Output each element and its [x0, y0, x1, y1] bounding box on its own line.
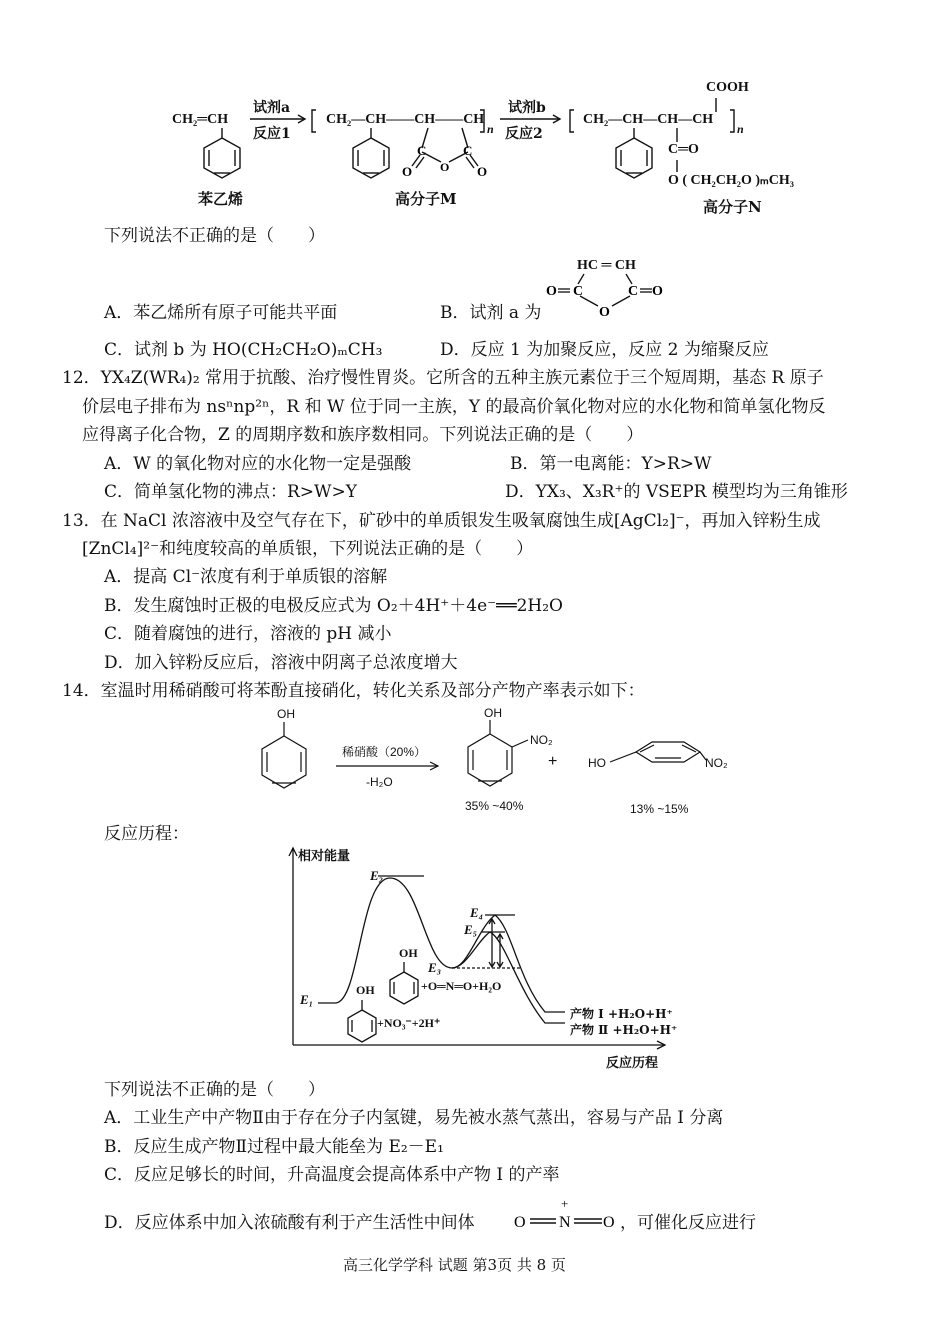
reaction-1: 反应1: [253, 126, 291, 142]
intermediate-species: +O═N═O+H₂O: [421, 979, 502, 993]
para-ho: HO: [588, 756, 606, 770]
label-e2: E₂: [370, 868, 384, 883]
q14-option-d[interactable]: [104, 1212, 475, 1234]
q14-option-a[interactable]: A．工业生产中产物Ⅱ由于存在分子内氢键，易先被水蒸气蒸出，容易与产品 Ⅰ 分离: [104, 1108, 724, 1128]
svg-text:O: O: [603, 1214, 615, 1231]
reaction-2: 反应2: [505, 126, 543, 142]
q12-option-b[interactable]: B．第一电离能：Y>R>W: [510, 454, 712, 474]
diagram-oh-1: OH: [356, 983, 375, 997]
svg-text:O: O: [652, 284, 663, 299]
maleic-anhydride-structure: [540, 270, 670, 330]
q14-line1: 14．室温时用稀硝酸可将苯酚直接硝化，转化关系及部分产物产率表示如下：: [62, 681, 645, 701]
q12-option-d[interactable]: D．YX₃、X₃R⁺的 VSEPR 模型均为三角锥形: [505, 482, 848, 502]
anhydride-ch-ch: HC ═ CH: [577, 258, 636, 273]
q12-option-c[interactable]: C．简单氢化物的沸点：R>W>Y: [104, 482, 357, 502]
svg-text:O: O: [546, 284, 557, 299]
diagram-oh-2: OH: [399, 946, 418, 960]
q13-option-a[interactable]: A．提高 Cl⁻浓度有利于单质银的溶解: [104, 567, 388, 587]
q12-option-a[interactable]: A．W 的氧化物对应的水化物一定是强酸: [104, 454, 412, 474]
ester-chain: O ( CH₂CH₂O )ₘCH₃: [668, 173, 794, 188]
label-polymer-m: 高分子M: [395, 190, 457, 208]
label-e4: E₄: [470, 905, 484, 920]
reaction-history-label: 反应历程：: [104, 824, 189, 844]
page-footer: 高三化学学科 试题 第3页 共 8 页: [343, 1256, 566, 1274]
nitronium-ion-structure: [512, 1196, 620, 1232]
q11-option-c[interactable]: C．试剂 b 为 HO(CH₂CH₂O)ₘCH₃: [104, 340, 383, 360]
yield-ortho: 35% ~40%: [465, 799, 524, 813]
q11-option-a[interactable]: A．苯乙烯所有原子可能共平面: [104, 303, 338, 323]
q14-stem: 下列说法不正确的是（ ）: [104, 1080, 325, 1100]
q11-option-d[interactable]: D．反应 1 为加聚反应，反应 2 为缩聚反应: [440, 340, 769, 360]
svg-text:C: C: [573, 284, 584, 299]
q13-option-c[interactable]: C．随着腐蚀的进行，溶液的 pH 减小: [104, 624, 392, 644]
x-axis-label: 反应历程: [606, 1056, 659, 1071]
n-subscript: n: [487, 122, 494, 136]
q14-option-c[interactable]: C．反应足够长的时间，升高温度会提高体系中产物 Ⅰ 的产率: [104, 1165, 560, 1185]
plus-sign: +: [548, 753, 558, 770]
y-axis-label: 相对能量: [298, 849, 351, 864]
phenol-oh: OH: [277, 707, 295, 721]
ortho-oh: OH: [484, 706, 502, 720]
label-e3: E₃: [428, 960, 442, 975]
product-2-label: 产物 Ⅱ +H₂O+H⁺: [570, 1023, 678, 1037]
label-polymer-n: 高分子N: [703, 198, 762, 216]
energy-profile-graphics: [0, 840, 950, 1070]
yield-para: 13% ~15%: [630, 802, 689, 816]
reactant-ions: +NO₃⁻+2H⁺: [377, 1016, 441, 1030]
q14-option-b[interactable]: B．反应生成产物Ⅱ过程中最大能垒为 E₂－E₁: [104, 1137, 444, 1157]
q11-option-b[interactable]: B．试剂 a 为: [440, 303, 542, 323]
q12-line1: 12．YX₄Z(WR₄)₂ 常用于抗酸、治疗慢性胃炎。它所含的五种主族元素位于三个短周期，基态 R 原子: [62, 368, 824, 388]
q13-option-d[interactable]: D．加入锌粉反应后，溶液中阴离子总浓度增大: [104, 653, 458, 673]
svg-text:+: +: [561, 1196, 569, 1211]
q13-option-b[interactable]: B．发生腐蚀时正极的电极反应式为 O₂＋4H⁺＋4e⁻══2H₂O: [104, 596, 563, 616]
q14-option-d-post: ，可催化反应进行: [620, 1213, 756, 1233]
product-1-label: 产物 Ⅰ +H₂O+H⁺: [570, 1007, 673, 1021]
ortho-no2: NO₂: [530, 733, 553, 747]
polymer-m-chain: CH₂—CH——CH——CH: [326, 112, 485, 127]
svg-text:C: C: [417, 143, 427, 158]
label-e5: E₅: [464, 922, 478, 937]
reagent-b: 试剂b: [508, 100, 546, 116]
label-styrene: 苯乙烯: [198, 190, 244, 208]
svg-text:O: O: [514, 1214, 526, 1231]
minus-water: -H₂O: [366, 775, 393, 789]
cooh-group: COOH: [706, 80, 749, 95]
q13-line2: [ZnCl₄]²⁻和纯度较高的单质银，下列说法正确的是（ ）: [82, 539, 534, 559]
svg-text:O: O: [402, 164, 413, 179]
styrene-formula: CH₂═CH: [172, 112, 229, 127]
svg-text:C: C: [463, 143, 473, 158]
para-no2: NO₂: [705, 756, 728, 770]
q11-scheme-graphics: [0, 0, 950, 230]
nitration-structures: [0, 700, 950, 820]
label-e1: E₁: [300, 992, 314, 1007]
carbonyl-group: C═O: [668, 142, 699, 157]
q12-line2: 价层电子排布为 nsⁿnp²ⁿ，R 和 W 位于同一主族，Y 的最高价氧化物对应的水化物和简单氢化物反: [82, 397, 826, 417]
svg-text:C: C: [628, 284, 639, 299]
q13-line1: 13．在 NaCl 浓溶液中及空气存在下，矿砂中的单质银发生吸氧腐蚀生成[AgCl₂]⁻，再加入锌粉生成: [62, 511, 821, 531]
svg-text:O: O: [477, 164, 488, 179]
q12-line3: 应得离子化合物，Z 的周期序数和族序数相同。下列说法正确的是（ ）: [82, 425, 644, 445]
n-subscript-2: n: [737, 122, 744, 136]
q11-stem: 下列说法不正确的是（ ）: [104, 226, 325, 246]
q14-option-d-pre: D．反应体系中加入浓硫酸有利于产生活性中间体: [104, 1213, 475, 1233]
polymer-n-chain: CH₂—CH—CH—CH: [583, 112, 714, 127]
svg-text:O: O: [599, 305, 610, 320]
svg-text:O: O: [440, 160, 450, 174]
svg-text:N: N: [559, 1214, 571, 1231]
reagent-dilute-nitric: 稀硝酸（20%）: [342, 745, 427, 759]
reagent-a: 试剂a: [253, 100, 291, 116]
